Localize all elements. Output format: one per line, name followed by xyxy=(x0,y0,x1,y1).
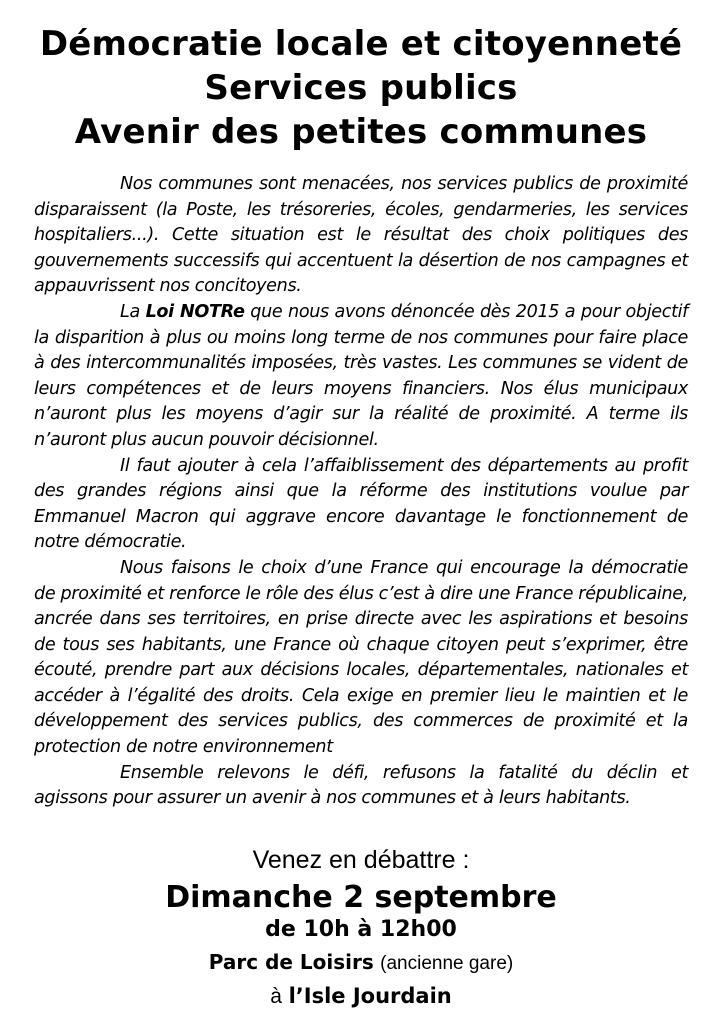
paragraph-5: Ensemble relevons le défi, refusons la fatalité du déclin et agissons pour assurer un avenir à nos communes et à leurs habitants. xyxy=(34,762,688,809)
paragraph-2-start: La xyxy=(120,301,146,322)
paragraph-1: Nos communes sont menacées, nos services publics de proximité disparaissent (la Poste, les trésoreries, écoles, gendarmeries, les services hospitaliers...). Cette situation est le résultat des choix politiques des gouvernements successifs qui accentuent la désertion de nos campagnes et appauvrissent nos concitoyens. xyxy=(34,174,688,297)
title-line-3: Avenir des petites communes xyxy=(74,112,648,152)
event-place-note: (ancienne gare) xyxy=(380,952,514,974)
event-date: Dimanche 2 septembre xyxy=(165,879,557,915)
event-place xyxy=(34,948,688,978)
paragraph-3: Il faut ajouter à cela l’affaiblissement des départements au profit des grandes régions ainsi que la réforme des institutions voulue par Emmanuel Macron qui aggrave encore davantage le fonctionnement de notre démocratie. xyxy=(34,455,688,553)
event-intro: Venez en débattre : xyxy=(252,845,470,874)
event-town xyxy=(34,982,688,1011)
title-block xyxy=(34,22,688,154)
event-place-name: Parc de Loisirs xyxy=(208,949,374,974)
body-text xyxy=(34,172,688,812)
title-line-2: Services publics xyxy=(204,68,518,108)
loi-notre-emphasis: Loi NOTRe xyxy=(145,301,245,322)
paragraph-2-rest: que nous avons dénoncée dès 2015 a pour objectif la disparition à plus ou moins long terme de nos communes pour faire place à des intercommunalités imposées, très vastes. Les communes se vident de leurs compétences et de leurs moyens financiers. Nos élus municipaux n’auront plus les moyens d’agir sur la réalité de proximité. A terme ils n’auront plus aucun pouvoir décisionnel. xyxy=(34,301,688,450)
paragraph-2 xyxy=(34,300,688,454)
paragraph-4: Nous faisons le choix d’une France qui encourage la démocratie de proximité et renforce le rôle des élus c’est à dire une France républicaine, ancrée dans ses territoires, en prise directe avec les aspirations et besoins de tous ses habitants, une France où chaque citoyen peut s’exprimer, être écouté, prendre part aux décisions locales, départementales, nationales et accéder à l’égalité des droits. Cela exige en premier lieu le maintien et le développement des services publics, des commerces de proximité et la protection de notre environnement xyxy=(34,557,688,758)
event-block xyxy=(34,846,688,1011)
event-town-name: l’Isle Jourdain xyxy=(288,983,452,1008)
title-line-1: Démocratie locale et citoyenneté xyxy=(39,24,683,64)
event-town-prep: à xyxy=(270,984,282,1008)
event-time: de 10h à 12h00 xyxy=(265,916,457,942)
